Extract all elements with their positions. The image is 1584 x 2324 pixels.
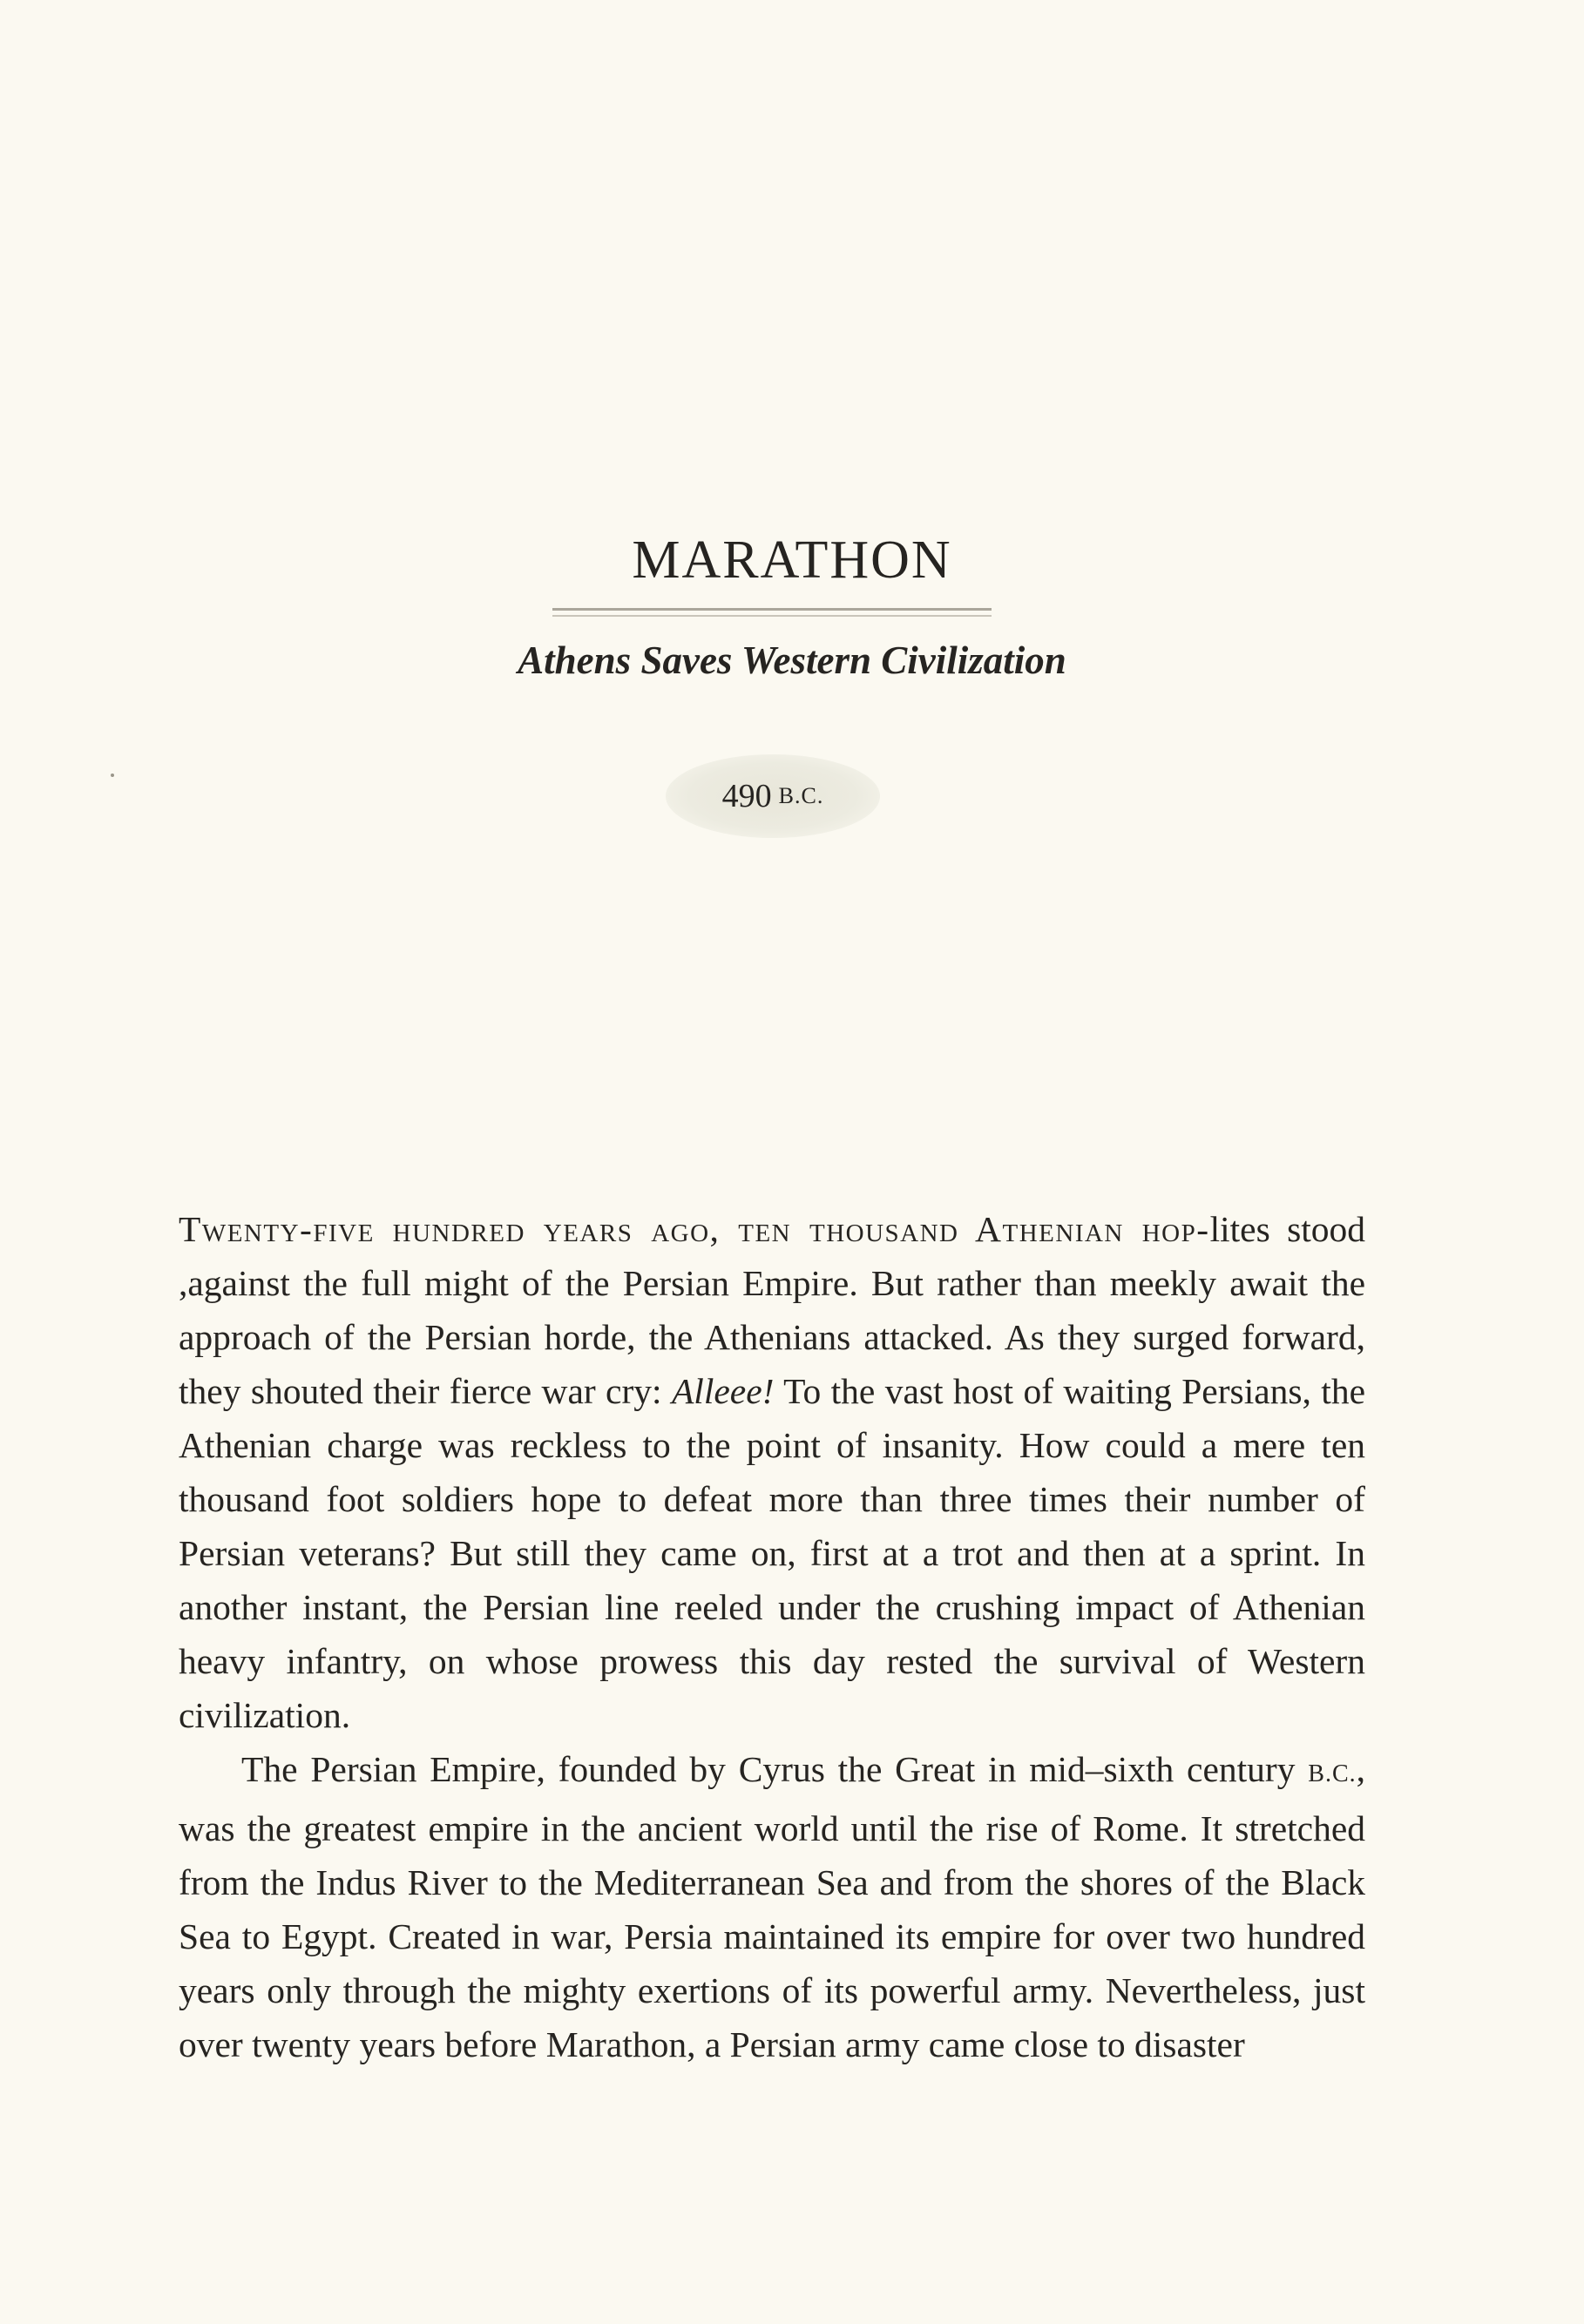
scan-speck [111,774,114,777]
chapter-subtitle: Athens Saves Western Civilization [518,638,1066,682]
paragraph-1-text-b: To the vast host of waiting Persians, the Athenian charge was reckless to the point of insanity. How could a mere ten thousand foot soldiers hope to defeat more than three times their number of Persian veterans? But still they came on, first at a trot and then at a sprint. In another instant, the Persian line reeled under the crushing impact of Athenian heavy infantry, on whose prowess this day rested the survival of Western civilization. [179,1371,1365,1735]
war-cry: Alleee! [671,1371,775,1411]
paragraph-1-text-a: lites stood ,against the full might of the Persian Empire. But rather than meekly await the approach of the Persian horde, the Athenians attacked. As they surged forward, they shouted their fierce war cry: [179,1209,1366,1411]
paragraph-2-text-a: The Persian Empire, founded by Cyrus the Great in mid–sixth century [241,1749,1309,1789]
title-rule [552,608,992,611]
title-rule-secondary [552,615,992,617]
chapter-title: MARATHON [632,530,952,590]
date-badge [666,754,880,838]
paragraph-1-lead: Twenty-five hundred years ago, ten thousand Athenian hop- [179,1209,1210,1249]
paragraph-1 [179,1202,1365,1742]
date-era: B.C. [778,783,824,808]
body-text [179,1202,1365,2071]
date-number: 490 [721,778,772,814]
paragraph-2-text-b: , was the greatest empire in the ancient world until the rise of Rome. It stretched from the Indus River to the Mediterranean Sea and from the shores of the Black Sea to Egypt. Created in war, Persia maintained its empire for over two hundred years only through the mighty exertions of its powerful army. Nevertheless, just over twenty years before Marathon, a Persian army came close to disaster [179,1749,1365,2064]
paragraph-2 [179,1742,1365,2071]
paragraph-2-era: B.C. [1308,1760,1357,1787]
